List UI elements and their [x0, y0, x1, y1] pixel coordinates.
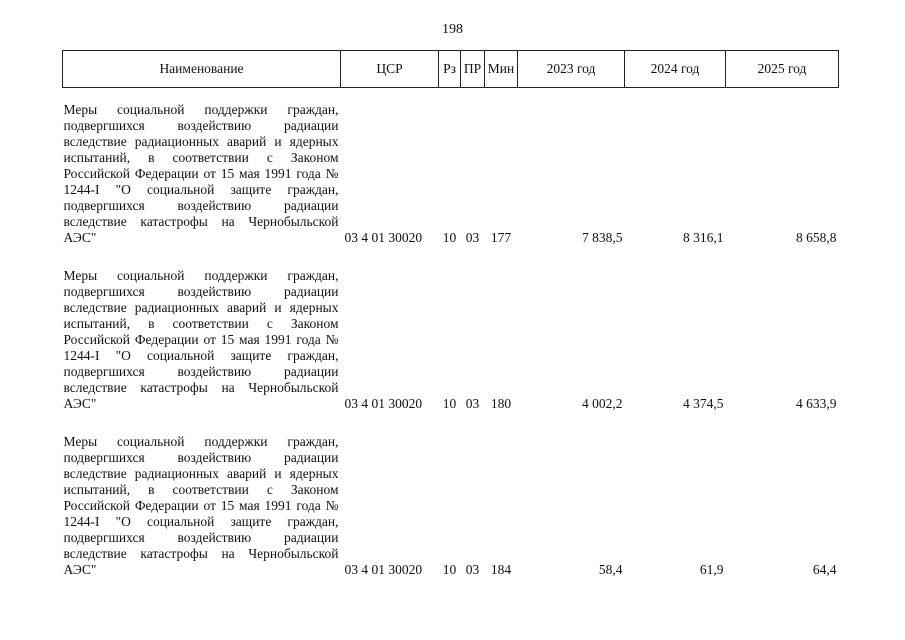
row-name: Меры социальной поддержки граждан, подвергшихся воздействию радиации вследствие радиационных аварий и ядерных испытаний, в соответствии с Законом Российской Федерации от 15 мая 1991 года № 1244-I "О социальной защите граждан, подвергшихся воздействию радиации вследствие катастрофы на Чернобыльской АЭС" [63, 268, 339, 411]
row-rz: 10 [442, 562, 457, 577]
row-2025: 64,4 [812, 562, 837, 577]
row-csr: 03 4 01 30020 [344, 562, 423, 577]
header-2025: 2025 год [726, 51, 839, 88]
header-name: Наименование [63, 51, 341, 88]
row-2023: 7 838,5 [582, 230, 623, 245]
row-2023: 58,4 [598, 562, 623, 577]
row-name: Меры социальной поддержки граждан, подвергшихся воздействию радиации вследствие радиационных аварий и ядерных испытаний, в соответствии с Законом Российской Федерации от 15 мая 1991 года № 1244-I "О социальной защите граждан, подвергшихся воздействию радиации вследствие катастрофы на Чернобыльской АЭС" [63, 102, 339, 245]
header-2023: 2023 год [518, 51, 625, 88]
header-csr: ЦСР [341, 51, 439, 88]
row-2023: 4 002,2 [582, 396, 623, 411]
row-rz: 10 [442, 230, 457, 245]
header-min: Мин [485, 51, 518, 88]
header-2024: 2024 год [625, 51, 726, 88]
row-2024: 8 316,1 [683, 230, 724, 245]
row-min: 180 [490, 396, 512, 411]
table-row [63, 88, 839, 247]
row-2025: 8 658,8 [796, 230, 837, 245]
row-2024: 61,9 [699, 562, 724, 577]
table-header [63, 51, 839, 88]
budget-table [62, 50, 839, 578]
row-csr: 03 4 01 30020 [344, 396, 423, 411]
row-2024: 4 374,5 [683, 396, 724, 411]
row-pr: 03 [465, 562, 480, 577]
table-row [63, 246, 839, 412]
header-rz: Рз [439, 51, 461, 88]
page-number: 198 [442, 22, 463, 37]
row-name: Меры социальной поддержки граждан, подвергшихся воздействию радиации вследствие радиационных аварий и ядерных испытаний, в соответствии с Законом Российской Федерации от 15 мая 1991 года № 1244-I "О социальной защите граждан, подвергшихся воздействию радиации вследствие катастрофы на Чернобыльской АЭС" [63, 434, 339, 577]
row-csr: 03 4 01 30020 [344, 230, 423, 245]
row-min: 184 [490, 562, 512, 577]
row-rz: 10 [442, 396, 457, 411]
row-min: 177 [490, 230, 512, 245]
table-row [63, 412, 839, 578]
row-pr: 03 [465, 396, 480, 411]
row-2025: 4 633,9 [796, 396, 837, 411]
header-pr: ПР [461, 51, 485, 88]
row-pr: 03 [465, 230, 480, 245]
